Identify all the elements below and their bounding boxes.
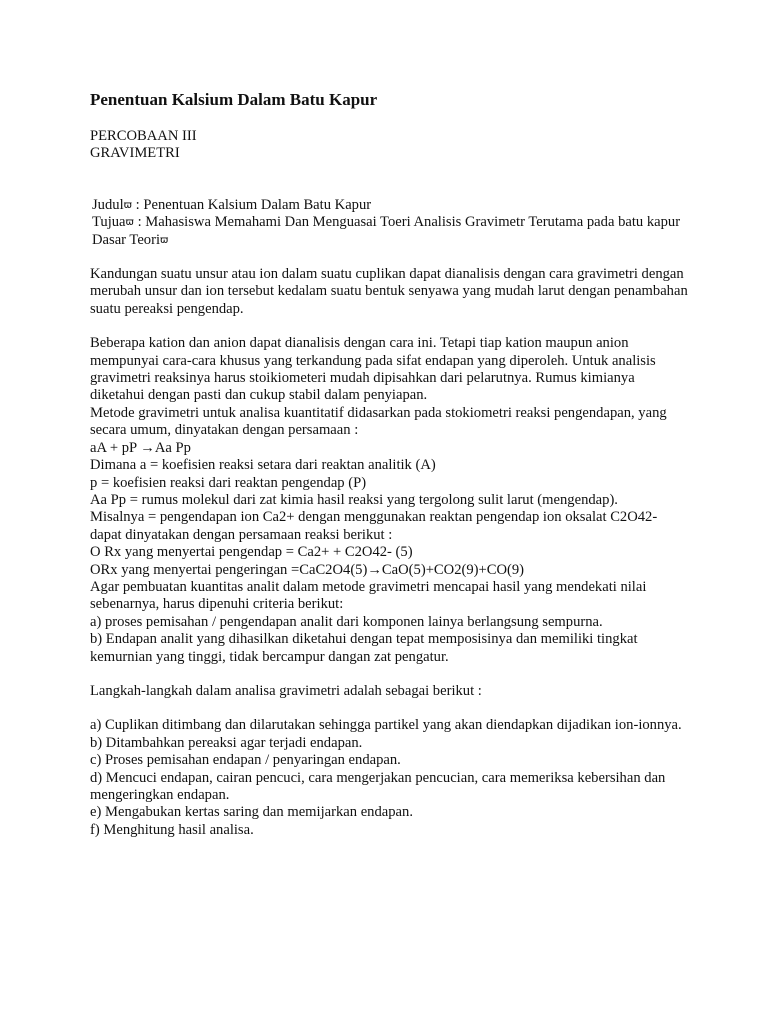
dasar-line <box>90 232 690 249</box>
body-line: b) Endapan analit yang dihasilkan diketahui dengan tepat memposisinya dan memiliki tingkat kemurnian yang tinggi, tidak bercampur dangan zat pengatur. <box>90 631 638 665</box>
spacer <box>90 318 690 335</box>
step-item: d) Mencuci endapan, cairan pencuci, cara mengerjakan pencucian, cara memeriksa kebersihan dan mengeringkan endapan. <box>90 769 666 803</box>
step-item: f) Menghitung hasil analisa. <box>90 821 254 838</box>
steps-intro: Langkah-langkah dalam analisa gravimetri adalah sebagai berikut : <box>90 682 482 699</box>
body-line: a) proses pemisahan / pengendapan analit dari komponen lainya berlangsung sempurna. <box>90 613 603 630</box>
spacer <box>90 163 690 180</box>
judul-line <box>90 197 690 214</box>
body-line: Metode gravimetri untuk analisa kuantitatif didasarkan pada stokiometri reaksi pengendapan, yang secara umum, dinyatakan dengan persamaan : <box>90 404 667 439</box>
bullet-glyph-icon: ϖ <box>123 199 132 211</box>
body-line: Agar pembuatan kuantitas analit dalam metode gravimetri mencapai hasil yang mendekati nilai sebenarnya, harus dipenuhi criteria berikut: <box>90 578 647 613</box>
body-line: Dimana a = koefisien reaksi setara dari reaktan analitik (A) <box>90 457 436 474</box>
bullet-glyph-icon: ϖ <box>125 217 134 229</box>
step-item: b) Ditambahkan pereaksi agar terjadi endapan. <box>90 734 363 751</box>
step-item: a) Cuplikan ditimbang dan dilarutakan sehingga partikel yang akan diendapkan dijadikan ion-ionnya. <box>90 717 682 734</box>
experiment-label: PERCOBAAN III <box>90 128 197 144</box>
paragraph-kation: Beberapa kation dan anion dapat dianalisis dengan cara ini. Tetapi tiap kation maupun anion mempunyai cara-cara khusus yang terkandung pada sifat endapan yang diperoleh. Untuk analisis gravimetri reaksinya harus stoikiometeri mudah dipisahkan dari pelarutnya. Rumus kimianya diketahui dengan pasti dan cukup stabil dalam penyiapan. <box>90 335 656 404</box>
step-item: c) Proses pemisahan endapan / penyaringan endapan. <box>90 752 401 769</box>
judul-label: Judul <box>92 196 124 213</box>
body-line: ORx yang menyertai pengeringan =CaC2O4(5)→CaO(5)+CO2(9)+CO(9) <box>90 561 525 578</box>
body-line: O Rx yang menyertai pengendap = Ca2+ + C2O42- (5) <box>90 544 413 561</box>
paragraph-intro: Kandungan suatu unsur atau ion dalam suatu cuplikan dapat dianalisis dengan cara gravimetri dengan merubah unsur dan ion tersebut kedalam suatu bentuk senyawa yang mudah larut dengan penambahan suatu pereaksi pengendap. <box>90 266 688 317</box>
method-label: GRAVIMETRI <box>90 145 180 162</box>
body-line: p = koefisien reaksi dari reaktan pengendap (P) <box>90 474 367 491</box>
document-page <box>90 90 690 839</box>
spacer <box>90 700 690 717</box>
body-line: Misalnya = pengendapan ion Ca2+ dengan menggunakan reaktan pengendap ion oksalat C2O42- dapat dinyatakan dengan persamaan reaksi berikut : <box>90 509 658 543</box>
step-item: e) Mengabukan kertas saring dan memijarkan endapan. <box>90 804 413 821</box>
spacer <box>90 180 690 197</box>
dasar-label: Dasar Teori <box>92 231 161 248</box>
body-line: Aa Pp = rumus molekul dari zat kimia hasil reaksi yang tergolong sulit larut (mengendap). <box>90 491 618 508</box>
tujuan-value: : Mahasiswa Memahami Dan Menguasai Toeri Analisis Gravimetr Terutama pada batu kapur <box>137 214 681 231</box>
tujuan-label: Tujua <box>92 214 126 231</box>
tujuan-line <box>90 214 690 231</box>
body-line: aA + pP →Aa Pp <box>90 439 191 456</box>
judul-value: : Penentuan Kalsium Dalam Batu Kapur <box>135 196 372 213</box>
document-title: Penentuan Kalsium Dalam Batu Kapur <box>90 90 378 109</box>
spacer <box>90 666 690 683</box>
bullet-glyph-icon: ϖ <box>160 234 169 246</box>
spacer <box>90 249 690 266</box>
